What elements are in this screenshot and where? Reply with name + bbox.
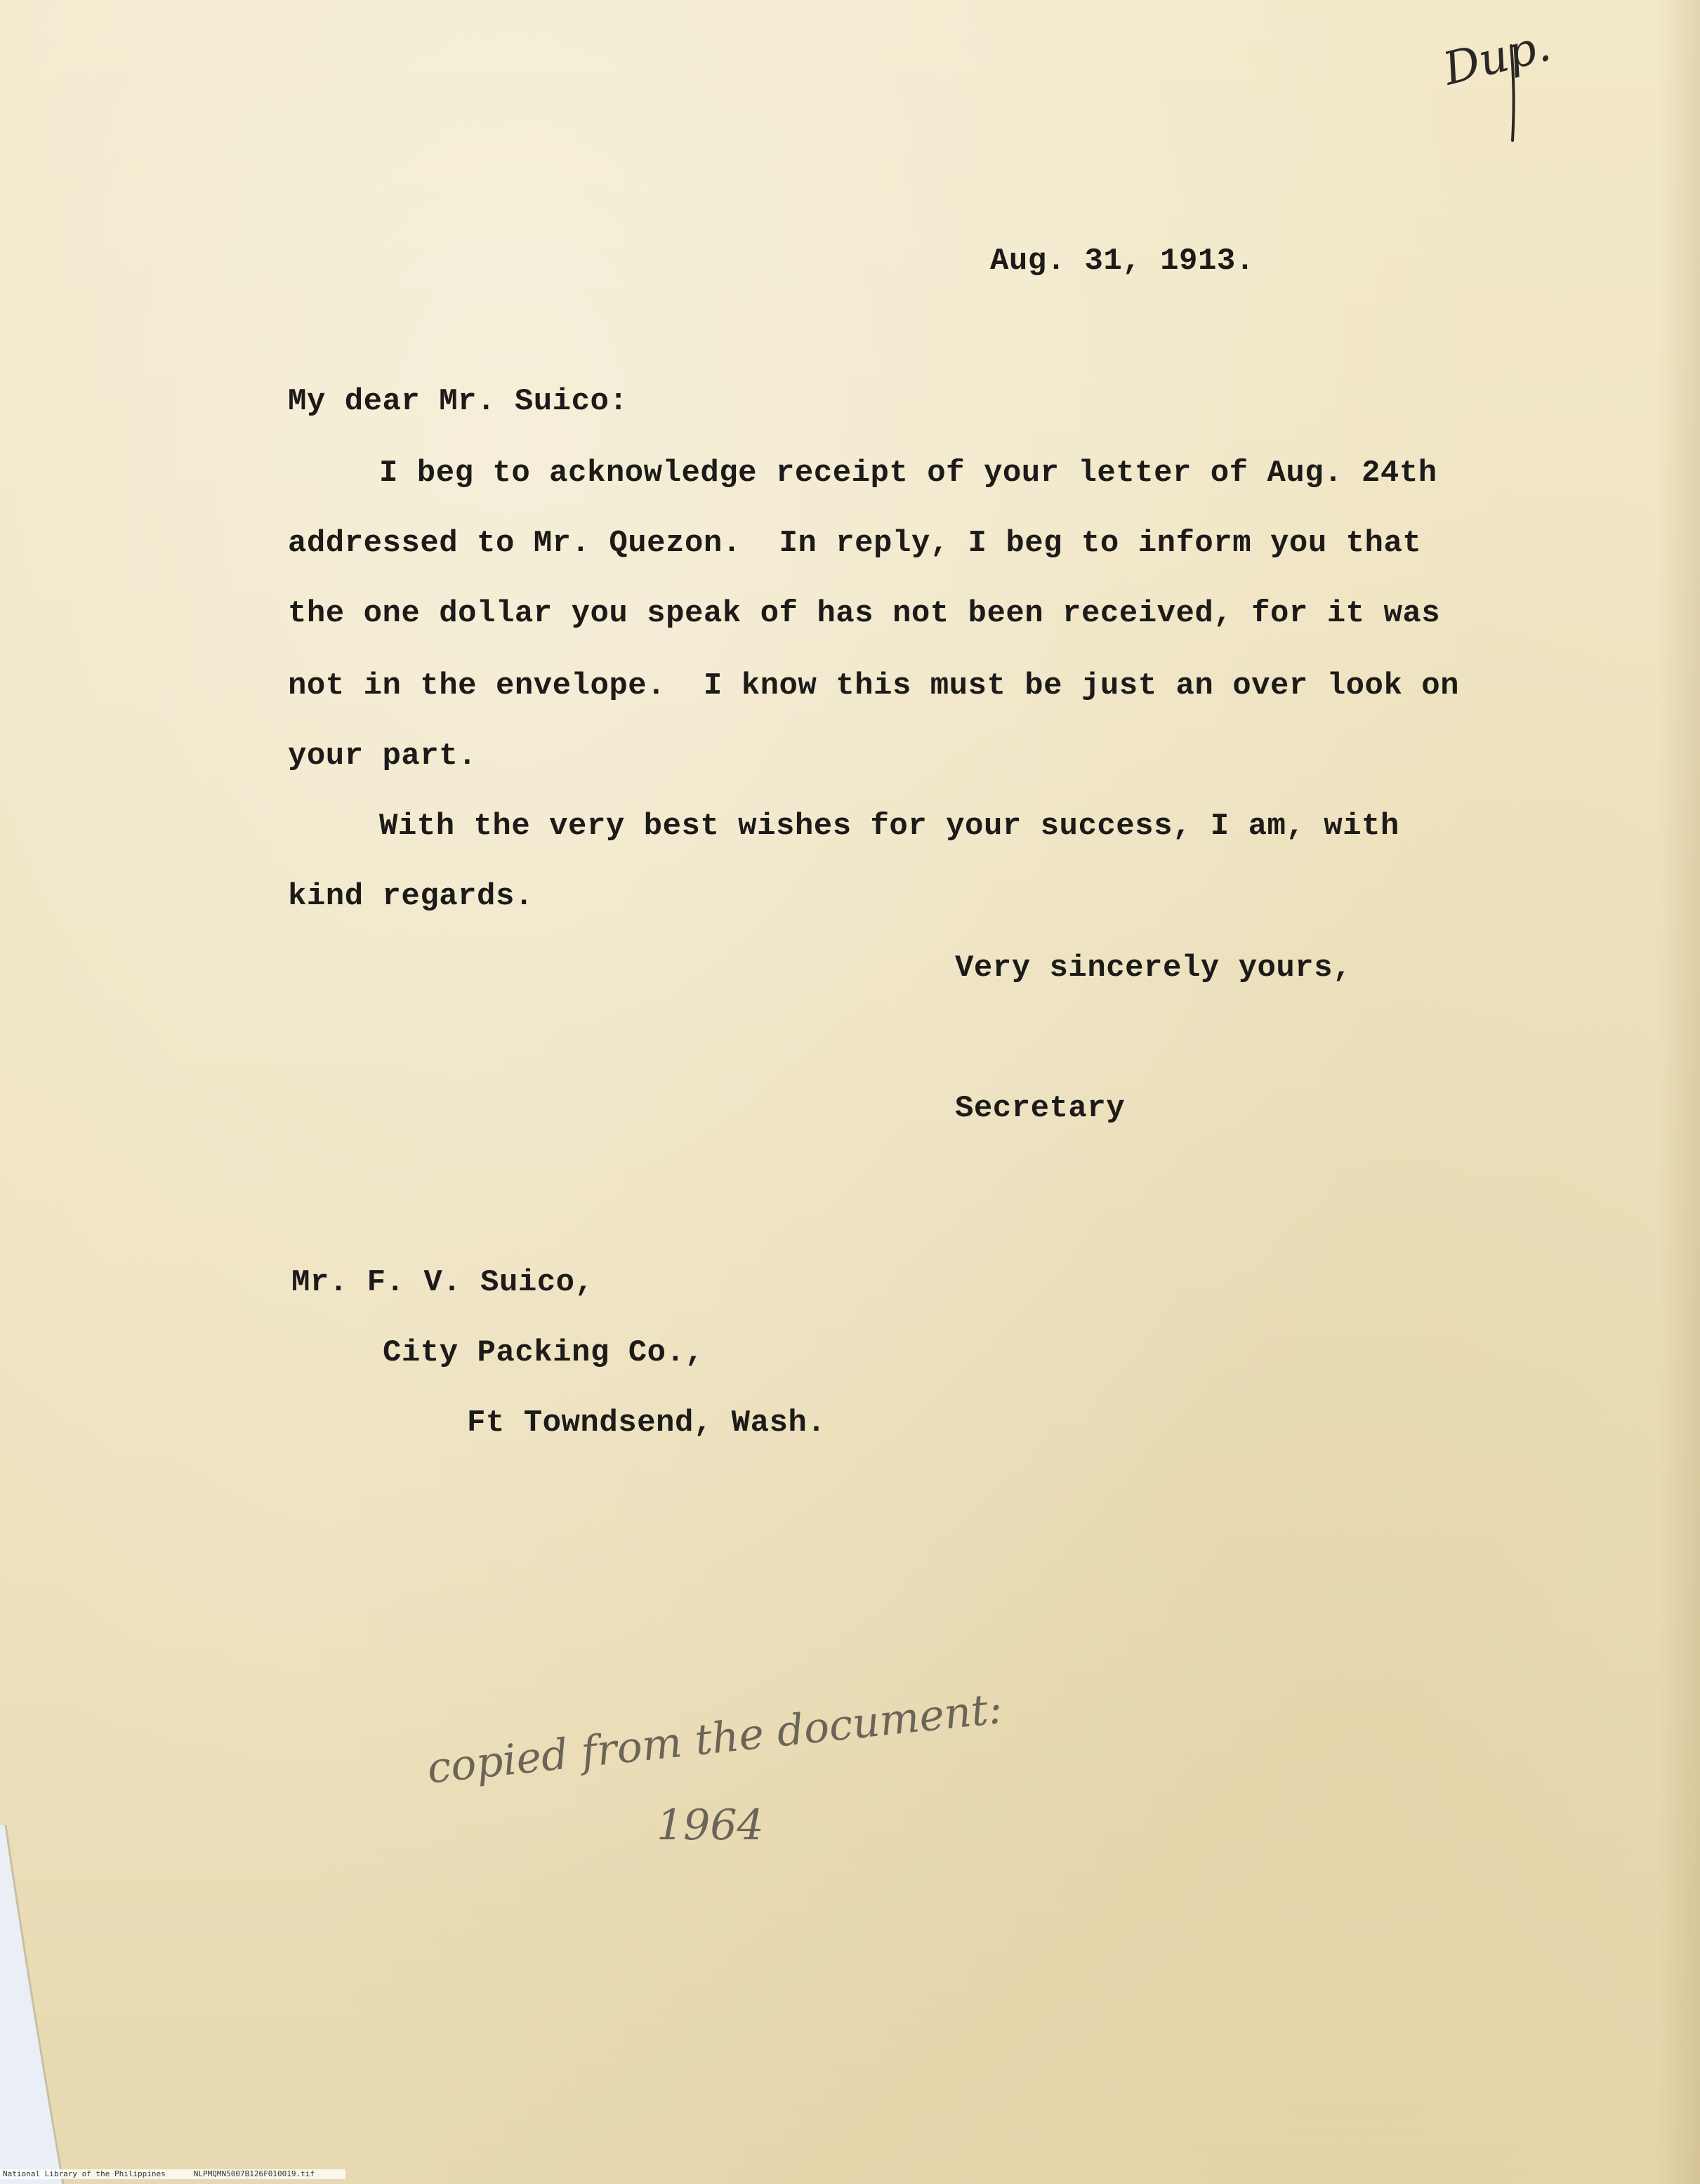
body-line: your part. [288, 739, 477, 774]
salutation: My dear Mr. Suico: [288, 384, 628, 419]
body-line: not in the envelope. I know this must be just an over look on [288, 668, 1460, 703]
body-line: With the very best wishes for your success, I am, with [379, 809, 1399, 844]
pencil-note-year: 1964 [657, 1801, 764, 1850]
footer-filename: NLPMQMN5007B126F010019.tif [193, 2169, 315, 2178]
handwritten-dup-note: Dup. [1438, 19, 1556, 96]
handwritten-stroke [1503, 42, 1524, 147]
letter-date: Aug. 31, 1913. [990, 244, 1255, 279]
body-line: the one dollar you speak of has not been received, for it was [288, 596, 1441, 631]
recipient-location: Ft Towndsend, Wash. [467, 1405, 826, 1441]
recipient-name: Mr. F. V. Suico, [291, 1265, 594, 1300]
recipient-company: City Packing Co., [383, 1335, 704, 1370]
scan-footer [0, 2169, 345, 2179]
body-line: addressed to Mr. Quezon. In reply, I beg to inform you that [288, 526, 1422, 561]
footer-institution: National Library of the Philippines [3, 2169, 166, 2178]
page-edge-sliver [0, 1825, 77, 2184]
body-line: I beg to acknowledge receipt of your letter of Aug. 24th [379, 456, 1437, 491]
page-edge-shadow [1658, 0, 1700, 2184]
closing: Very sincerely yours, [955, 951, 1352, 986]
signature-title: Secretary [955, 1091, 1126, 1126]
body-line: kind regards. [288, 879, 534, 914]
pencil-note-line1: copied from the document: [425, 1683, 1005, 1794]
